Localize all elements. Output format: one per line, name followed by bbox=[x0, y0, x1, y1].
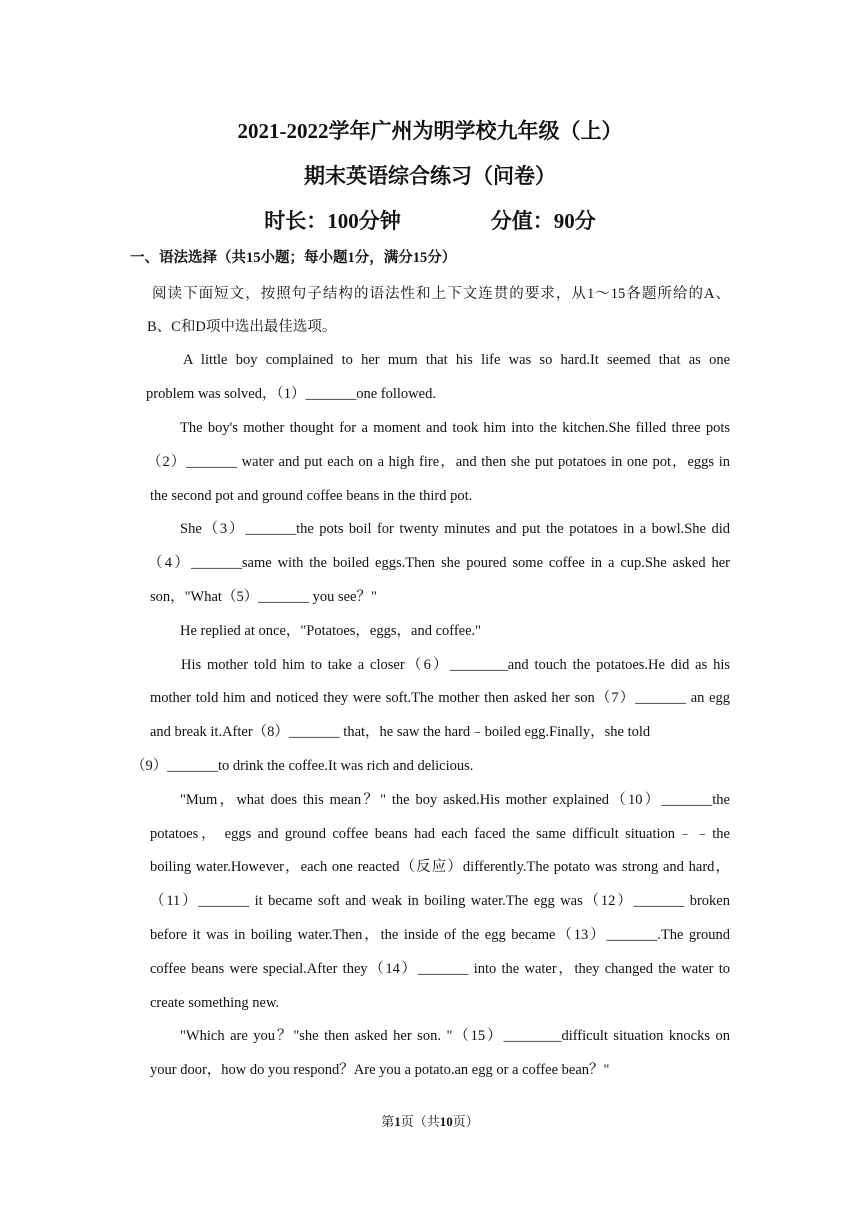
passage-line: （11）_______ it became soft and weak in boiling water.The egg was（12）_______ broken bbox=[150, 893, 730, 909]
passage-line: and break it.After（8）_______ that，he saw the hard﹣boiled egg.Finally，she told bbox=[150, 724, 651, 740]
passage-line: "Which are you？"she then asked her son. "（15）________difficult situation knocks on bbox=[180, 1028, 730, 1044]
title-line-1: 2021-2022学年广州为明学校九年级（上） bbox=[237, 119, 623, 143]
page-number: 1 bbox=[394, 1114, 401, 1129]
passage-line: your door，how do you respond？Are you a potato.an egg or a coffee bean？" bbox=[150, 1062, 610, 1078]
instruction-line: 阅读下面短文，按照句子结构的语法性和上下文连贯的要求，从1～15各题所给的A、 bbox=[152, 286, 730, 302]
passage-line: son，"What（5）_______ you see？" bbox=[150, 589, 377, 605]
passage-line: problem was solved，（1）_______one followed. bbox=[146, 386, 436, 402]
passage-line: （2）_______ water and put each on a high fire，and then she put potatoes in one pot，eggs in bbox=[147, 454, 730, 470]
passage-line: potatoes， eggs and ground coffee beans had each faced the same difficult situation﹣﹣the bbox=[150, 826, 730, 842]
passage-line: A little boy complained to her mum that his life was so hard.It seemed that as one bbox=[183, 352, 730, 368]
passage-line: the second pot and ground coffee beans in the third pot. bbox=[150, 488, 473, 504]
exam-info bbox=[0, 205, 860, 235]
duration-label: 时长：100分钟 bbox=[264, 209, 401, 233]
passage-line: She（3）_______the pots boil for twenty minutes and put the potatoes in a bowl.She did bbox=[180, 521, 730, 537]
passage-line: mother told him and noticed they were soft.The mother then asked her son（7）_______ an egg bbox=[150, 690, 730, 706]
instruction-line: B、C和D项中选出最佳选项。 bbox=[147, 319, 337, 335]
passage-line: before it was in boiling water.Then，the inside of the egg became（13）_______.The ground bbox=[150, 927, 730, 943]
passage-line: （9）_______to drink the coffee.It was rich and delicious. bbox=[131, 758, 474, 774]
passage-line: The boy's mother thought for a moment and took him into the kitchen.She filled three pots bbox=[180, 420, 730, 436]
passage-line: （4）_______same with the boiled eggs.Then she poured some coffee in a cup.She asked her bbox=[148, 555, 730, 571]
passage-line: He replied at once，"Potatoes，eggs，and coffee." bbox=[180, 623, 482, 639]
passage-line: boiling water.However，each one reacted（反应）differently.The potato was strong and hard， bbox=[150, 859, 730, 875]
passage-line: create something new. bbox=[150, 995, 280, 1011]
title-line-2: 期末英语综合练习（问卷） bbox=[304, 164, 556, 188]
passage-line: His mother told him to take a closer（6）________and touch the potatoes.He did as his bbox=[181, 657, 730, 673]
page-total: 10 bbox=[439, 1114, 453, 1129]
score-label: 分值：90分 bbox=[490, 209, 596, 233]
section-heading: 一、语法选择（共15小题；每小题1分，满分15分） bbox=[130, 250, 457, 266]
passage-line: coffee beans were special.After they（14）_______ into the water，they changed the water to bbox=[150, 961, 730, 977]
passage-line: "Mum，what does this mean？" the boy asked.His mother explained（10）_______the bbox=[180, 792, 730, 808]
page-footer: 第1页（共10页） bbox=[381, 1114, 479, 1129]
